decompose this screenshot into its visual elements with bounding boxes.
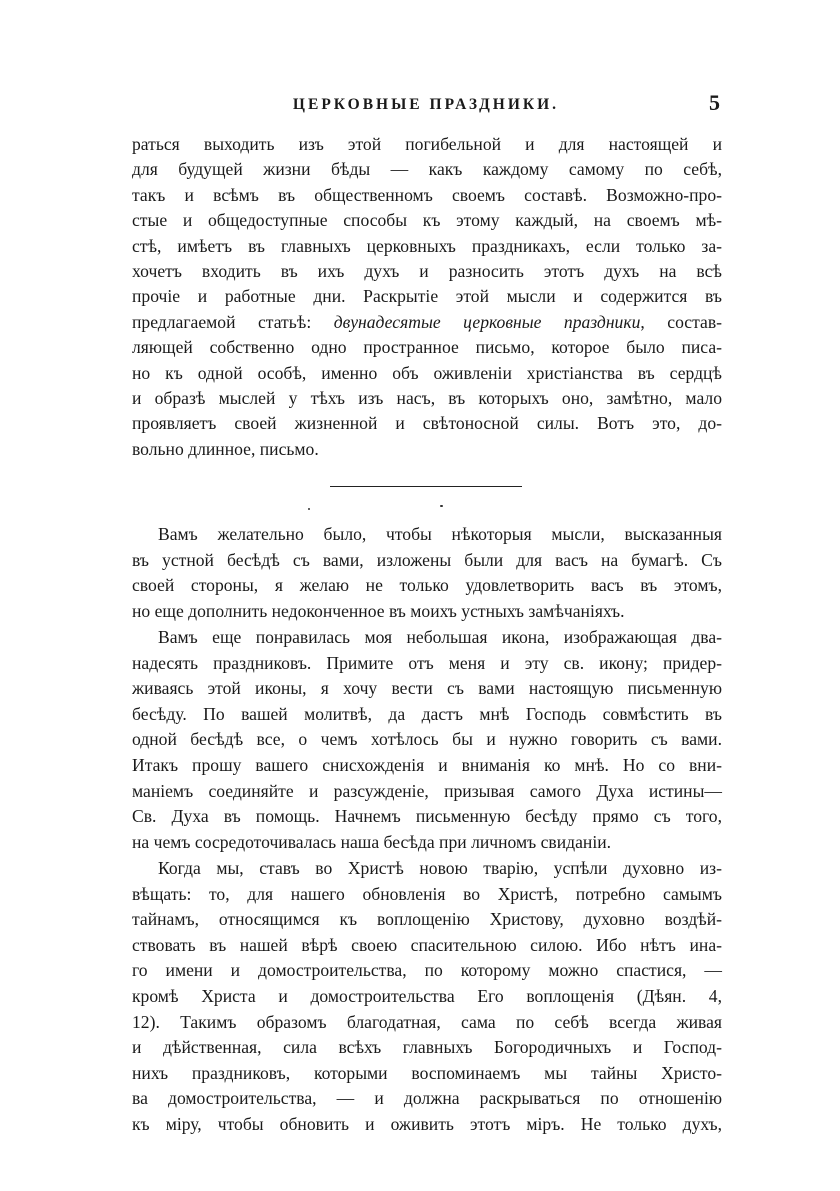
text-line: для будущей жизни бѣды — какъ каждому самому по себѣ,: [132, 159, 722, 180]
text-line: Когда мы, ставъ во Христѣ новою тварію, успѣли духовно из-: [158, 858, 722, 878]
text-line: Вамъ желательно было, чтобы нѣкоторыя мысли, высказанныя: [158, 524, 722, 544]
running-title: ЦЕРКОВНЫЕ ПРАЗДНИКИ.: [292, 96, 560, 113]
letter-paragraph-1: [132, 522, 722, 624]
running-head: [132, 90, 720, 120]
text-line: такъ и всѣмъ въ общественномъ своемъ составѣ. Возможно-про-: [132, 184, 722, 205]
page-number: 5: [709, 90, 720, 115]
text-line: вѣщать: то, для нашего обновленія во Христѣ, потребно самымъ: [132, 883, 722, 904]
text-line: надесять праздниковъ. Примите отъ меня и эту св. икону; придер-: [132, 652, 722, 673]
article-title: двунадесятые церковные праздники: [333, 311, 641, 332]
text-line: го имени и домостроительства, по которому можно спастися, —: [132, 960, 722, 981]
text-line: въ устной бесѣдѣ съ вами, изложены были для васъ на бумагѣ. Съ: [132, 549, 722, 570]
text-line: своей стороны, я желаю не только удовлетворить васъ въ этомъ,: [132, 575, 722, 596]
text-line: и образѣ мыслей у тѣхъ изъ насъ, въ которыхъ оно, замѣтно, мало: [132, 387, 722, 408]
text-line-with-title: [132, 310, 722, 335]
text-line: ляющей собственно одно пространное письмо, которое было писа-: [132, 337, 722, 358]
text-line: Св. Духа въ помощь. Начнемъ письменную бесѣду прямо съ того,: [132, 806, 722, 827]
text-line: живаясь этой иконы, я хочу вести съ вами настоящую письменную: [132, 678, 722, 699]
text-run: предлагаемой статьѣ:: [132, 311, 334, 332]
print-speck: [440, 505, 443, 507]
text-line: но къ одной особѣ, именно объ оживленіи христіанства въ сердцѣ: [132, 362, 722, 383]
text-line: но еще дополнить недоконченное въ моихъ устныхъ замѣчаніяхъ.: [132, 600, 625, 621]
text-line: тайнамъ, относящимся къ воплощенію Христову, духовно воздѣй-: [132, 909, 722, 930]
text-line: на чемъ сосредоточивалась наша бесѣда при личномъ свиданіи.: [132, 831, 612, 852]
text-line: Итакъ прошу вашего снисхожденія и вниманія ко мнѣ. Но со вни-: [132, 754, 722, 775]
text-line: проявляетъ своей жизненной и свѣтоносной силы. Вотъ это, до-: [132, 413, 722, 434]
text-run: , состав-: [640, 311, 722, 332]
text-line: стѣ, имѣетъ въ главныхъ церковныхъ праздникахъ, если только за-: [132, 235, 722, 256]
text-line: вольно длинное, письмо.: [132, 438, 319, 459]
letter-paragraph-3: [132, 856, 722, 1138]
text-line: кромѣ Христа и домостроительства Его воплощенія (Дѣян. 4,: [132, 985, 722, 1006]
text-line: маніемъ соединяйте и разсужденіе, призывая самого Духа истины—: [132, 780, 722, 801]
text-line: и дѣйственная, сила всѣхъ главныхъ Богородичныхъ и Господ-: [132, 1037, 722, 1058]
text-line: 12). Такимъ образомъ благодатная, сама по себѣ всегда живая: [132, 1011, 722, 1032]
text-line: ствовать въ нашей вѣрѣ своею спасительною силою. Ибо нѣтъ ина-: [132, 934, 722, 955]
intro-text: [132, 132, 722, 462]
text-line: ва домостроительства, — и должна раскрываться по отношенію: [132, 1088, 722, 1109]
text-line: хочетъ входить въ ихъ духъ и разносить этотъ духъ на всѣ: [132, 260, 722, 281]
section-divider: [330, 486, 522, 487]
text-line: раться выходить изъ этой погибельной и для настоящей и: [132, 134, 722, 154]
text-line: бесѣду. По вашей молитвѣ, да дастъ мнѣ Господь совмѣстить въ: [132, 703, 722, 724]
print-speck: [308, 508, 310, 510]
text-line: прочіе и работные дни. Раскрытіе этой мысли и содержится въ: [132, 286, 722, 307]
letter-paragraph-2: [132, 625, 722, 855]
text-line: стые и общедоступные способы къ этому каждый, на своемъ мѣ-: [132, 210, 722, 231]
text-line: нихъ праздниковъ, которыми воспоминаемъ мы тайны Христо-: [132, 1062, 722, 1083]
text-line: къ міру, чтобы обновить и оживить этотъ міръ. Не только духъ,: [132, 1113, 722, 1134]
text-line: одной бесѣдѣ все, о чемъ хотѣлось бы и нужно говорить съ вами.: [132, 729, 722, 750]
text-line: Вамъ еще понравилась моя небольшая икона, изображающая два-: [158, 627, 722, 647]
